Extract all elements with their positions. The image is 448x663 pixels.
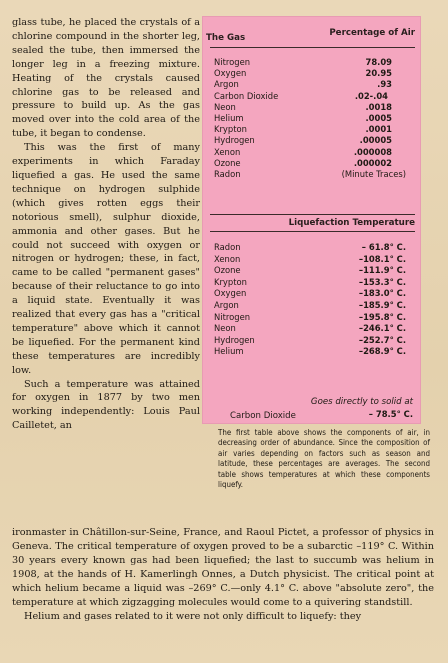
table1-row: Ozone .000002 xyxy=(214,157,392,168)
co2-solid-note: Goes directly to solid at xyxy=(310,397,413,407)
co2-name: Carbon Dioxide xyxy=(230,411,296,421)
table2-row: Helium –268.9° C. xyxy=(214,346,406,357)
table1-row: Radon (Minute Traces) xyxy=(214,168,406,179)
table1-row: Hydrogen .00005 xyxy=(214,135,392,146)
bottom-paragraph-1: ironmaster in Châtillon-sur-Seine, France, and Raoul Pictet, a professor of physics in Geneva. The critical temperature of oxygen proved to be a subarctic –119° C. Within 30 years every known gas had been liquefied; the last to succumb was helium in 1908, at the hands of H. Kamerlingh Onnes, a Dutch physicist. The critical point at which helium became a liquid was –269° C.—only 4.1° C. above "absolute zero", the temperature at which zigzagging molecules would come to a quivering standstill. xyxy=(12,527,434,608)
table1-row: Oxygen 20.95 xyxy=(214,68,392,79)
left-paragraph-1: glass tube, he placed the crystals of a chlorine compound in the shorter leg, sealed the tube, then immersed the longer leg in a freezing mixture. Heating of the crystals caused chlorine gas to be released and pressure to build up. As the gas moved over into the cold area of the tube, it began to condense. xyxy=(12,17,200,140)
table2-row: Oxygen –183.0° C. xyxy=(214,288,406,299)
gas-tables-box xyxy=(202,16,421,424)
table2-row: Hydrogen –252.7° C. xyxy=(214,334,406,345)
table2-rows xyxy=(214,242,414,358)
table2-header-rule xyxy=(210,231,415,232)
co2-value: – 78.5° C. xyxy=(368,409,413,419)
table1-row: Krypton .0001 xyxy=(214,124,392,135)
table1-row: Nitrogen 78.09 xyxy=(214,57,392,67)
table2-row: Radon – 61.8° C. xyxy=(214,242,406,252)
table1-row: Argon .93 xyxy=(214,79,392,90)
left-text-column xyxy=(12,16,200,433)
table1-header-rule xyxy=(210,47,415,48)
table1-col-percent-header: Percentage of Air xyxy=(329,28,415,38)
bottom-paragraph-2: Helium and gases related to it were not only difficult to liquefy: they xyxy=(24,611,362,622)
table-caption: The first table above shows the components of air, in decreasing order of abundance. Since the composition of air varies depending on factors such as season and latitude, these percentages are averages. The second table shows temperatures at which these components liquefy. xyxy=(218,428,430,490)
table1-row: Helium .0005 xyxy=(214,112,392,123)
table2-row: Xenon –108.1° C. xyxy=(214,253,406,264)
table2-row: Krypton –153.3° C. xyxy=(214,276,406,287)
table1-row: Xenon .000008 xyxy=(214,146,392,157)
left-paragraph-2: This was the first of many experiments in which Faraday liquefied a gas. He used the same technique on hydrogen sulphide (which gives rotten eggs their notorious smell), sulphur dioxide, ammonia and other gases. But he could not succeed with oxygen or nitrogen or hydrogen; these, in fact, came to be called "permanent gases" because of their reluctance to go into a liquid state. Eventually it was realized that every gas has a "critical temperature" above which it cannot be liquefied. For the permanent kind these temperatures are incredibly low. xyxy=(12,142,200,376)
table2-row: Ozone –111.9° C. xyxy=(214,265,406,276)
table1-col-gas-header: The Gas xyxy=(206,33,246,43)
table2-row: Nitrogen –195.8° C. xyxy=(214,311,406,322)
table2-row: Neon –246.1° C. xyxy=(214,323,406,334)
table2-header: Liquefaction Temperature xyxy=(288,218,415,228)
table2-top-rule xyxy=(210,214,415,215)
table1-rows xyxy=(214,57,414,180)
left-paragraph-3: Such a temperature was attained for oxygen in 1877 by two men working independently: Louis Paul Cailletet, an xyxy=(12,378,200,432)
table1-row: Carbon Dioxide .02-.04 xyxy=(214,90,388,101)
table2-row: Argon –185.9° C. xyxy=(214,299,406,310)
bottom-text xyxy=(12,526,434,624)
table1-row: Neon .0018 xyxy=(214,101,392,112)
